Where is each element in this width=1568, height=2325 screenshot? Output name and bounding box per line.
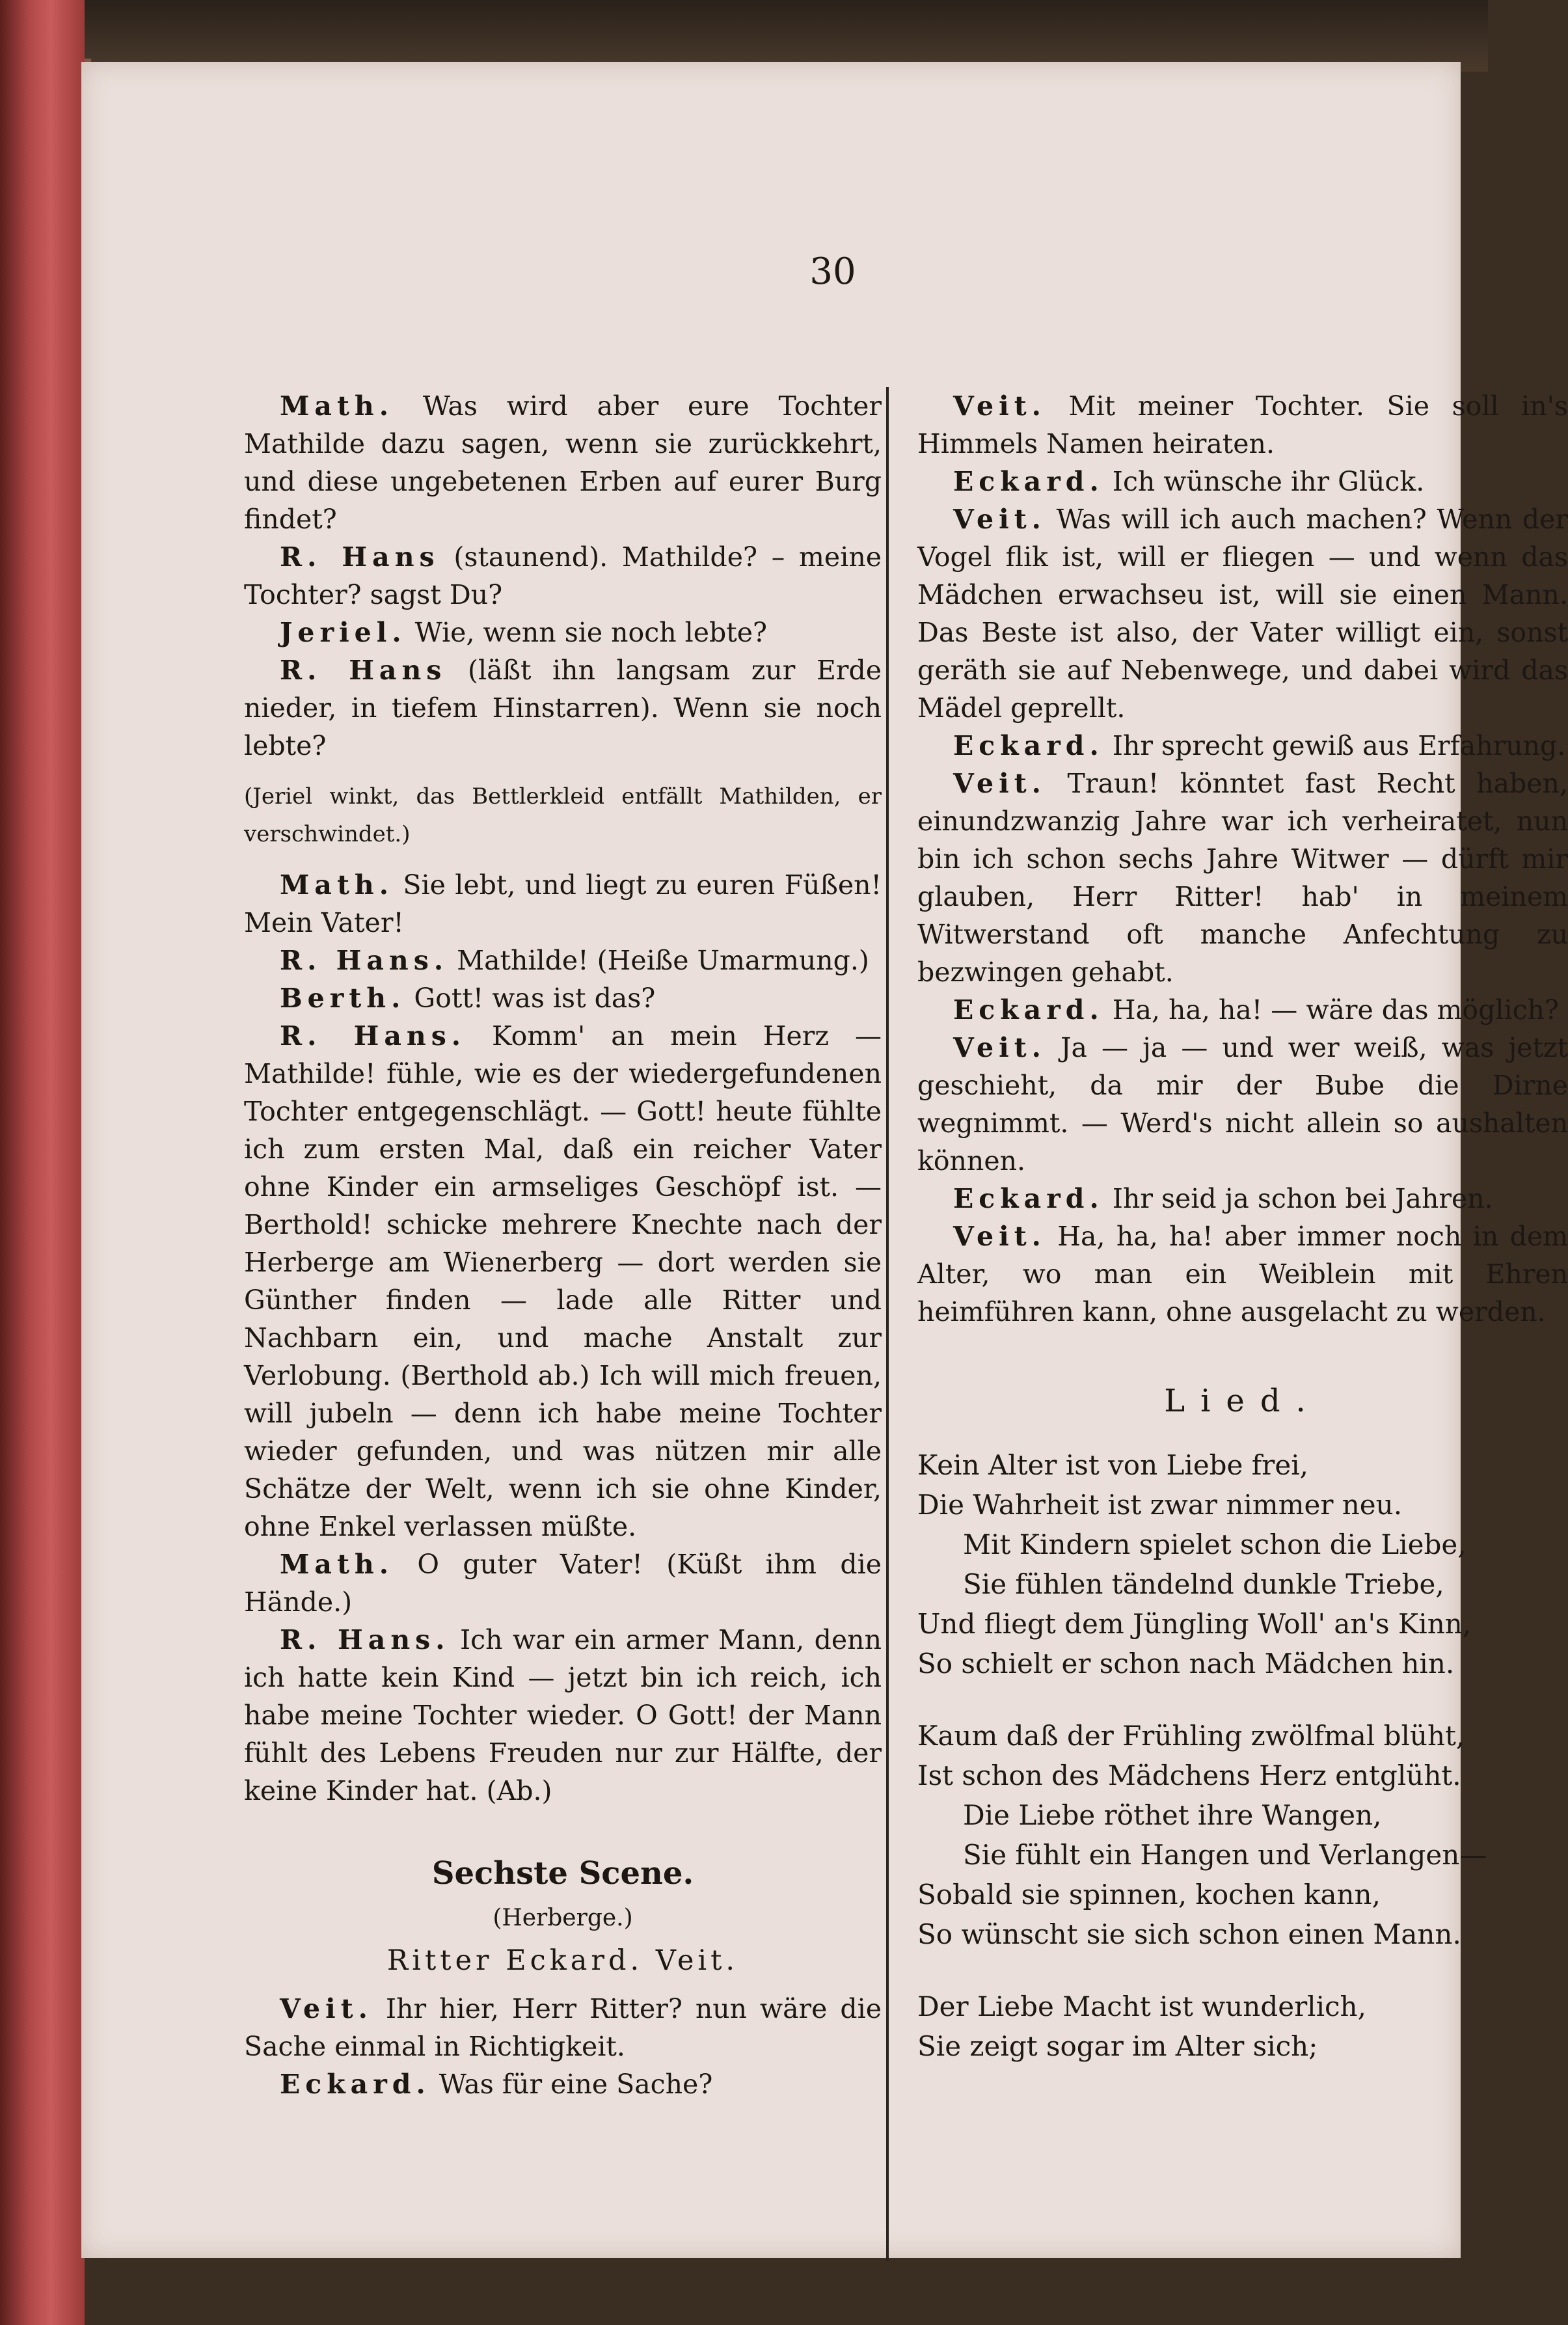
song-verse: Kein Alter ist von Liebe frei,: [917, 1449, 1309, 1481]
speech-text: Gott! was ist das?: [405, 983, 656, 1014]
speech-text: Ja — ja — und wer weiß, was jetzt geschieht, da mir der Bube die Dirne wegnimmt. — Werd's nicht allein so aushalten können.: [917, 1032, 1568, 1176]
speech-text: Ihr hier, Herr Ritter? nun wäre die Sache einmal in Richtigkeit.: [244, 1993, 882, 2062]
dialogue-line: [244, 2065, 882, 2103]
song-verse: Sie fühlen tändelnd dunkle Triebe,: [963, 1568, 1444, 1600]
song-verse: Sobald sie spinnen, kochen kann,: [917, 1879, 1381, 1910]
speaker-name: Math.: [280, 869, 394, 901]
song-body: [917, 1445, 1568, 2066]
speaker-name: Eckard.: [953, 994, 1104, 1026]
dialogue-line: [917, 387, 1568, 463]
dialogue-line: [244, 942, 882, 979]
left-dialogue: [244, 387, 882, 1810]
song-stanza: [917, 1716, 1568, 1954]
book-spine: [0, 0, 85, 2325]
speech-text: Ihr seid ja schon bei Jahren.: [1103, 1183, 1493, 1214]
song-verse: Mit Kindern spielet schon die Liebe,: [963, 1529, 1467, 1560]
speech-text: Mathilde! (Heiße Umarmung.): [448, 945, 869, 976]
book-binding-top: [0, 0, 1488, 72]
speech-text: Was für eine Sache?: [430, 2069, 713, 2100]
speech-text: Was wird aber eure Tochter Mathilde dazu sagen, wenn sie zurückkehrt, und diese ungebetenen Erben auf eurer Burg findet?: [244, 390, 882, 535]
song-verse: Die Liebe röthet ihre Wangen,: [963, 1799, 1382, 1831]
speaker-name: Eckard.: [953, 1183, 1104, 1214]
speech-text: O guter Vater! (Küßt ihm die Hände.): [244, 1549, 882, 1618]
speaker-name: Math.: [280, 1549, 394, 1580]
dialogue-line: [244, 1990, 882, 2065]
speaker-name: Veit.: [953, 504, 1046, 535]
speaker-name: Eckard.: [953, 730, 1104, 761]
speaker-name: Eckard.: [953, 466, 1104, 497]
scene-location: (Herberge.): [493, 1905, 633, 1931]
stage-direction: (Jeriel winkt, das Bettlerkleid entfällt Mathilden, er verschwindet.): [244, 783, 882, 847]
dialogue-line: [244, 1621, 882, 1810]
dialogue-line: [917, 500, 1568, 727]
dialogue-line: [917, 1217, 1568, 1331]
speaker-name: R. Hans.: [280, 1624, 450, 1655]
song-stanza: [917, 1987, 1568, 2066]
speaker-name: Veit.: [280, 1993, 373, 2024]
song-verse: Der Liebe Macht ist wunderlich,: [917, 1991, 1366, 2022]
book-page: [81, 62, 1568, 2258]
speaker-name: Jeriel.: [280, 617, 407, 648]
song-title: Lied.: [1164, 1383, 1321, 1419]
page-number: 30: [809, 251, 856, 293]
dialogue-line: [244, 979, 882, 1017]
speaker-name: R. Hans: [280, 655, 447, 686]
dialogue-line: [917, 991, 1568, 1029]
speech-text: (läßt ihn langsam zur Erde nieder, in tiefem Hinstarren). Wenn sie noch lebte?: [244, 655, 882, 761]
speaker-name: Veit.: [953, 768, 1046, 799]
dialogue-line: [244, 614, 882, 651]
dialogue-line: [917, 1029, 1568, 1180]
dialogue-line: [917, 463, 1568, 500]
speech-text: Wie, wenn sie noch lebte?: [406, 617, 767, 648]
speaker-name: Veit.: [953, 390, 1046, 422]
speech-text: Traun! könntet fast Recht haben, einundzwanzig Jahre war ich verheiratet, nun bin ich schon sechs Jahre Witwer — dürft mir glauben, Herr Ritter! hab' in meinem Witwerstand oft manche Anfechtung zu bezwingen gehabt.: [917, 768, 1568, 988]
speaker-name: R. Hans.: [280, 945, 449, 976]
speech-text: Ha, ha, ha! aber immer noch in dem Alter, wo man ein Weiblein mit Ehren heimführen kann, ohne ausgelacht zu werden.: [917, 1221, 1568, 1327]
speech-text: Ha, ha, ha! — wäre das möglich?: [1103, 994, 1559, 1026]
song-verse: Sie fühlt ein Hangen und Verlangen—: [963, 1839, 1487, 1871]
left-dialogue-after-scene: [244, 1990, 882, 2103]
speaker-name: Veit.: [953, 1032, 1046, 1063]
speech-text: Ihr sprecht gewiß aus Erfahrung.: [1103, 730, 1566, 761]
speech-text: Mit meiner Tochter. Sie soll in's Himmels Namen heiraten.: [917, 390, 1568, 459]
song-stanza: [917, 1445, 1568, 1683]
song-verse: So wünscht sie sich schon einen Mann.: [917, 1918, 1461, 1950]
dialogue-line: [917, 765, 1568, 991]
speaker-name: Veit.: [953, 1221, 1046, 1252]
speech-text: Was will ich auch machen? Wenn der Vogel flik ist, will er fliegen — und wenn das Mädchen erwachseu ist, will sie einen Mann. Das Beste ist also, der Vater willigt ein, sonst geräth sie auf Nebenwege, und dabei wird das Mädel geprellt.: [917, 504, 1568, 724]
dialogue-line: [244, 651, 882, 765]
dialogue-line: [244, 866, 882, 942]
speaker-name: R. Hans.: [280, 1020, 466, 1052]
song-verse: Die Wahrheit ist zwar nimmer neu.: [917, 1489, 1403, 1521]
speech-text: Ich war ein armer Mann, denn ich hatte kein Kind — jetzt bin ich reich, ich habe meine Tochter wieder. O Gott! der Mann fühlt des Lebens Freuden nur zur Hälfte, der keine Kinder hat. (Ab.): [244, 1624, 882, 1806]
right-column: [917, 387, 1568, 2099]
song-verse: Und fliegt dem Jüngling Woll' an's Kinn,: [917, 1608, 1472, 1640]
scene-persons: Ritter Eckard. Veit.: [386, 1944, 739, 1977]
song-verse: So schielt er schon nach Mädchen hin.: [917, 1648, 1455, 1679]
dialogue-line: [244, 1017, 882, 1545]
song-verse: Sie zeigt sogar im Alter sich;: [917, 2030, 1318, 2062]
dialogue-line: [244, 387, 882, 538]
scene-title: Sechste Scene.: [431, 1855, 694, 1892]
column-rule: [886, 387, 889, 2261]
dialogue-line: [917, 727, 1568, 765]
speaker-name: Math.: [280, 390, 394, 422]
right-dialogue: [917, 387, 1568, 1331]
speaker-name: Eckard.: [280, 2069, 431, 2100]
left-column: [244, 387, 882, 2103]
speech-text: Sie lebt, und liegt zu euren Füßen! Mein Vater!: [244, 869, 882, 938]
dialogue-line: [917, 1180, 1568, 1217]
song-verse: Kaum daß der Frühling zwölfmal blüht,: [917, 1720, 1465, 1752]
dialogue-line: [244, 538, 882, 614]
speech-text: Ich wünsche ihr Glück.: [1103, 466, 1425, 497]
speech-text: Komm' an mein Herz — Mathilde! fühle, wie es der wiedergefundenen Tochter entgegenschlägt. — Gott! heute fühlte ich zum ersten Mal, daß ein reicher Vater ohne Kinder ein armseliges Geschöpf ist. — Berthold! schicke mehrere Knechte nach der Herberge am Wienerberg — dort werden sie Günther finden — lade alle Ritter und Nachbarn ein, und mache Anstalt zur Verlobung. (Berthold ab.) Ich will mich freuen, will jubeln — denn ich habe meine Tochter wieder gefunden, und was nützen mir alle Schätze der Welt, wenn ich sie ohne Kinder, ohne Enkel verlassen müßte.: [244, 1020, 882, 1542]
song-verse: Ist schon des Mädchens Herz entglüht.: [917, 1760, 1461, 1791]
speech-text: (staunend). Mathilde? – meine Tochter? sagst Du?: [244, 541, 882, 610]
speaker-name: R. Hans: [280, 541, 440, 573]
speaker-name: Berth.: [280, 983, 406, 1014]
dialogue-line: [244, 1545, 882, 1621]
